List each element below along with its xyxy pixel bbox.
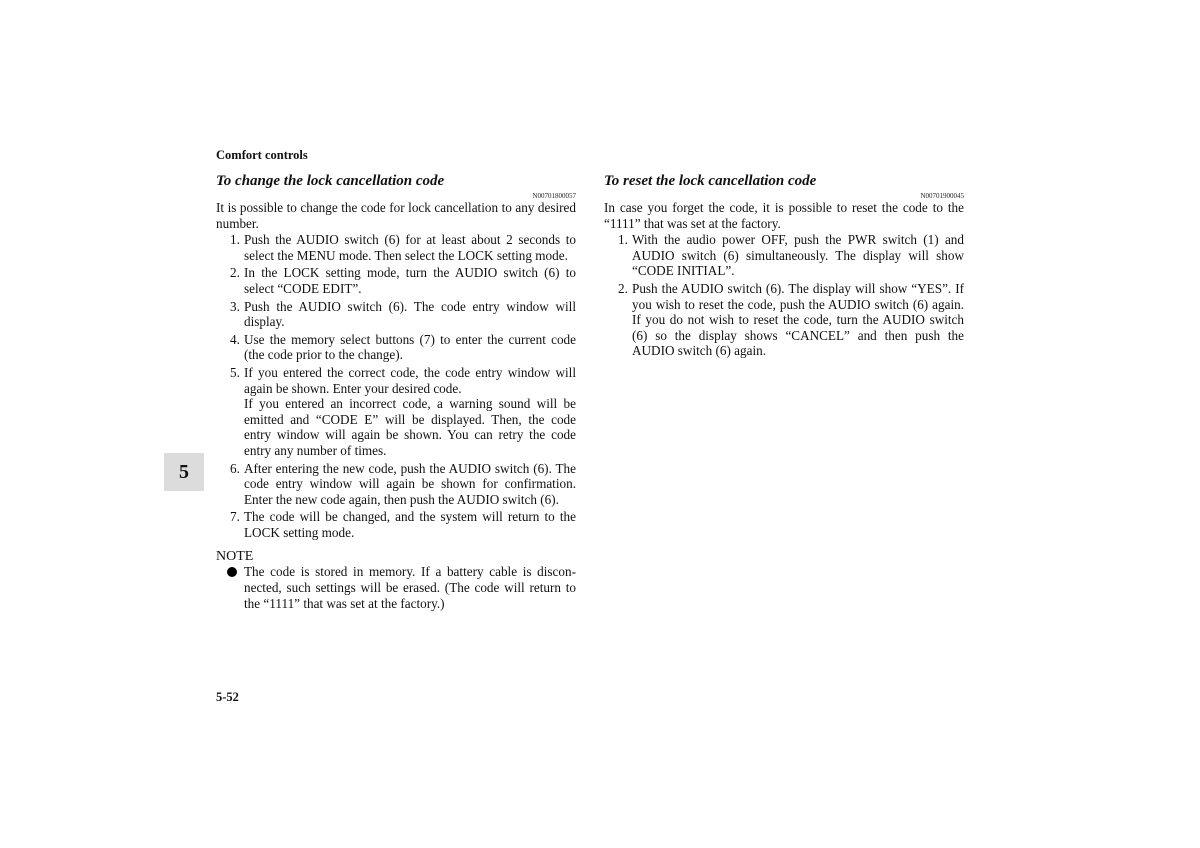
left-intro-text: It is possible to change the code for lock cancellation to any desired number. <box>216 200 576 231</box>
list-item <box>216 299 576 330</box>
step-text: Push the AUDIO switch (6). The code entry window will display. <box>244 298 576 330</box>
step-text: Push the AUDIO switch (6). The display will show “YES”. If you wish to reset the code, push the AUDIO switch (6) again. If you do not wish to reset the code, turn the AUDIO switch (6) so the display shows “CANCEL” and then push the AUDIO switch (6) again. <box>632 280 964 359</box>
step-text: If you entered the correct code, the code entry window will again be shown. Enter your desired code. <box>244 364 576 396</box>
bullet-icon <box>227 567 237 577</box>
step-number: 3. <box>230 298 240 314</box>
list-item <box>216 509 576 540</box>
section-header: Comfort controls <box>216 148 308 162</box>
note-title: NOTE <box>216 549 254 565</box>
step-number: 2. <box>230 265 240 281</box>
list-item <box>216 332 576 363</box>
step-text: After entering the new code, push the AUDIO switch (6). The code entry window will again be shown for confirmation. Enter the new code again, then push the AUDIO switch (6). <box>244 460 576 507</box>
right-intro-text: In case you forget the code, it is possible to reset the code to the “1111” that was set at the factory. <box>604 200 964 231</box>
list-item <box>604 281 964 359</box>
note-text: The code is stored in memory. If a battery cable is disconnected, such settings will be erased. (The code will return to the “1111” that was set at the factory.) <box>244 564 576 611</box>
list-item <box>216 365 576 459</box>
step-text: In the LOCK setting mode, turn the AUDIO switch (6) to select “CODE EDIT”. <box>244 265 576 296</box>
step-number: 7. <box>230 509 240 525</box>
step-text: Use the memory select buttons (7) to enter the current code (the code prior to the change). <box>244 331 576 363</box>
list-item <box>216 461 576 508</box>
right-reference-code: N00701900045 <box>920 192 964 200</box>
page-number: 5-52 <box>216 690 239 704</box>
step-number: 6. <box>230 460 240 476</box>
right-column <box>604 172 964 361</box>
left-reference-code: N00701800057 <box>532 192 576 200</box>
left-column <box>216 172 576 611</box>
step-number: 2. <box>618 280 628 296</box>
step-subtext: If you entered an incorrect code, a warning sound will be emitted and “CODE E” will be displayed. Then, the code entry window will again be shown. You can retry the code entry any number of times. <box>244 396 576 458</box>
right-section-title: To reset the lock cancellation code <box>604 173 817 189</box>
right-steps-list <box>604 232 964 359</box>
list-item <box>216 265 576 296</box>
step-number: 5. <box>230 364 240 380</box>
step-text: The code will be changed, and the system will return to the LOCK setting mode. <box>244 509 576 540</box>
step-number: 4. <box>230 331 240 347</box>
step-number: 1. <box>618 232 628 248</box>
note-item <box>216 564 576 611</box>
step-text: With the audio power OFF, push the PWR switch (1) and AUDIO switch (6) simultaneously. The display will show “CODE INITIAL”. <box>632 232 964 279</box>
left-section-title: To change the lock cancellation code <box>216 173 445 189</box>
step-number: 1. <box>230 232 240 248</box>
list-item <box>604 232 964 279</box>
list-item <box>216 232 576 263</box>
step-text: Push the AUDIO switch (6) for at least about 2 seconds to select the MENU mode. Then select the LOCK setting mode. <box>244 232 576 263</box>
chapter-tab: 5 <box>164 453 204 491</box>
left-steps-list <box>216 232 576 540</box>
